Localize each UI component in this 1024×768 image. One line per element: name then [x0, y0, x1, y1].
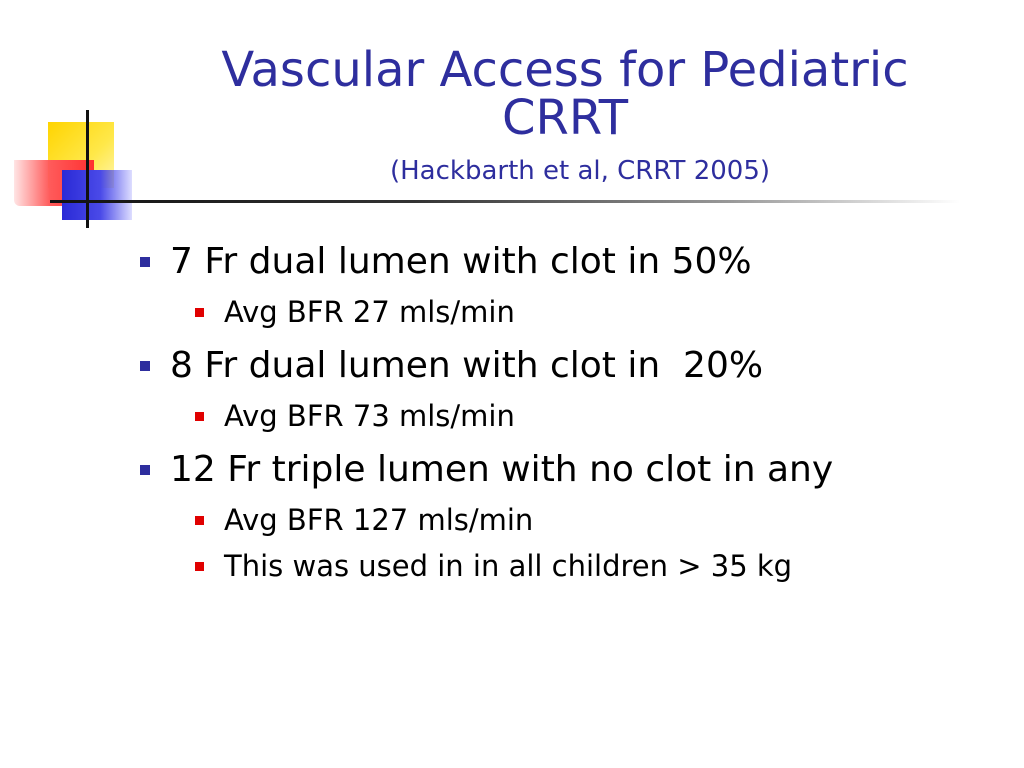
square-bullet-icon	[195, 516, 204, 525]
bullet-text: 8 Fr dual lumen with clot in 20%	[170, 345, 764, 386]
bullet-item-2	[140, 344, 1000, 388]
bullet-text: 7 Fr dual lumen with clot in 50%	[170, 241, 752, 282]
vertical-rule-decoration	[86, 110, 89, 228]
sub-bullet-item	[195, 502, 1000, 538]
title-citation: (Hackbarth et al, CRRT 2005)	[389, 156, 771, 186]
square-bullet-icon	[195, 562, 204, 571]
square-bullet-icon	[195, 412, 204, 421]
sub-bullet-text: Avg BFR 127 mls/min	[224, 503, 534, 537]
sub-bullet-text: Avg BFR 27 mls/min	[224, 295, 515, 329]
square-bullet-icon	[195, 308, 204, 317]
sub-bullet-item	[195, 398, 1000, 434]
sub-bullet-item	[195, 548, 1000, 584]
bullet-list	[140, 240, 1000, 584]
bullet-item-1	[140, 240, 1000, 284]
title-line-1: Vascular Access for Pediatric	[221, 42, 909, 98]
title-line-2: CRRT	[501, 90, 629, 146]
square-bullet-icon	[140, 465, 150, 475]
sub-bullet-text: This was used in in all children > 35 kg	[224, 549, 793, 583]
title-underline-rule	[50, 200, 960, 203]
slide-title	[130, 42, 1000, 186]
square-bullet-icon	[140, 361, 150, 371]
sub-bullet-item	[195, 294, 1000, 330]
sub-bullet-text: Avg BFR 73 mls/min	[224, 399, 515, 433]
bullet-item-3	[140, 448, 1000, 492]
blue-square-decoration	[62, 170, 132, 220]
square-bullet-icon	[140, 257, 150, 267]
bullet-text: 12 Fr triple lumen with no clot in any	[170, 449, 834, 490]
